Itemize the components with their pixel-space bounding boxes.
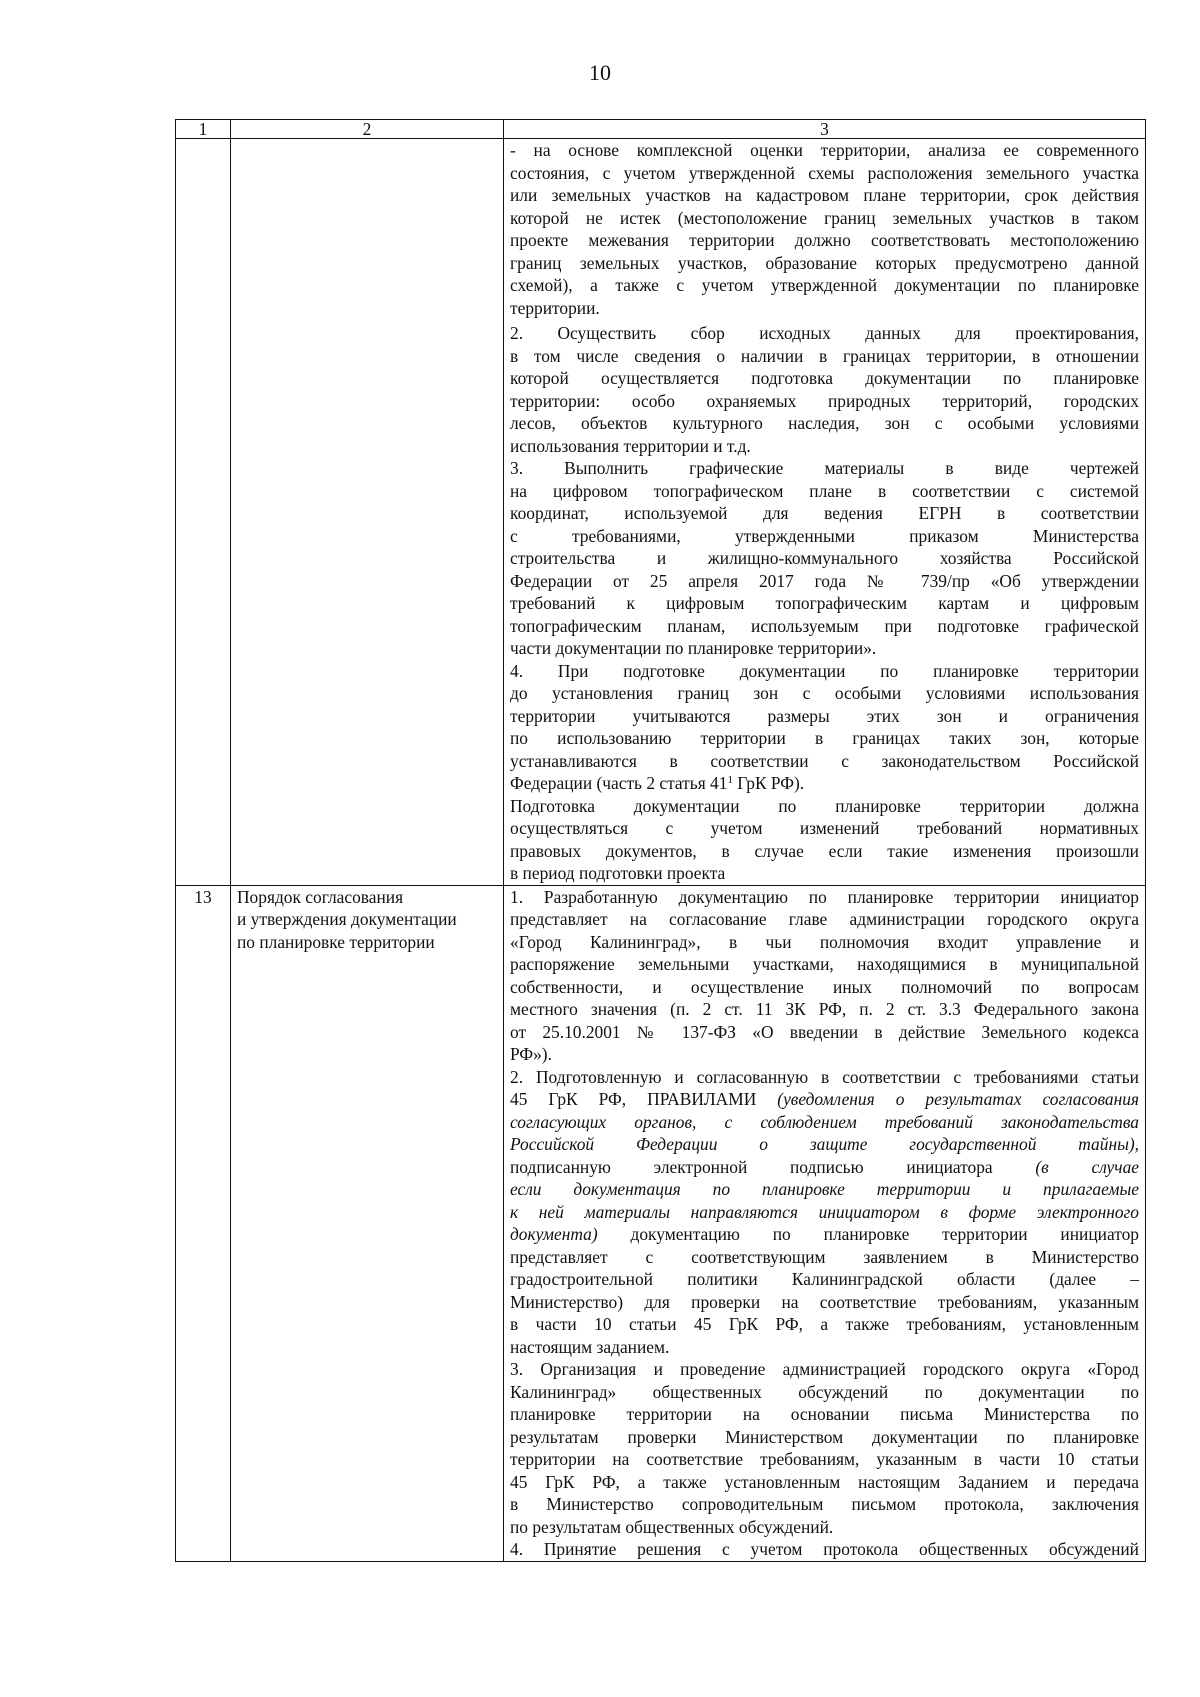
text-line	[510, 1223, 1139, 1246]
text-line: 2. Подготовленную и согласованную в соответствии с требованиями статьи	[510, 1066, 1139, 1087]
text-line: состояния, с учетом утвержденной схемы расположения земельного участка	[510, 162, 1139, 183]
row-number-cell	[176, 139, 231, 886]
text-line: Министерство) для проверки на соответствие требованиям, указанным	[510, 1291, 1139, 1312]
header-col-3: 3	[504, 120, 1146, 139]
table-header-row	[176, 120, 1146, 139]
text-line: топографическим планам, используемым при подготовке графической	[510, 615, 1139, 636]
text-span: документацию по планировке территории инициатор	[597, 1224, 1139, 1244]
text-line: градостроительной политики Калининградской области (далее –	[510, 1269, 1139, 1289]
text-line: в Министерство сопроводительным письмом протокола, заключения	[510, 1494, 1139, 1514]
text-line: 4. При подготовке документации по планировке территории	[510, 660, 1139, 681]
text-line: территории: особо охраняемых природных территорий, городских	[510, 390, 1139, 411]
text-line	[510, 772, 1139, 795]
label-line: по планировке территории	[237, 931, 435, 952]
text-line: по результатам общественных обсуждений.	[510, 1516, 834, 1537]
superscript: 1	[727, 774, 733, 786]
text-line: 3. Организация и проведение администрацией городского округа «Город	[510, 1359, 1139, 1379]
requirements-table	[175, 119, 1146, 1562]
text-line: планировке территории на основании письма Министерства по	[510, 1404, 1139, 1424]
text-line	[510, 1156, 1139, 1179]
header-col-2: 2	[231, 120, 504, 139]
text-line	[510, 1133, 1139, 1156]
italic-text: согласующих органов, с соблюдением требований законодательства	[510, 1111, 1139, 1132]
text-line: Подготовка документации по планировке территории должна	[510, 795, 1139, 816]
text-line: представляет с соответствующим заявлением в Министерство	[510, 1246, 1139, 1267]
text-line: настоящим заданием.	[510, 1336, 670, 1357]
text-line: части документации по планировке территории».	[510, 638, 877, 658]
italic-text: (в случае	[1035, 1156, 1139, 1177]
row-number-cell: 13	[176, 885, 231, 1561]
text-line: территории на соответствие требованиям, указанным в части 10 статьи	[510, 1449, 1139, 1469]
text-line: границ земельных участков, образование которых предусмотрено данной	[510, 252, 1139, 273]
italic-text: документа)	[510, 1224, 598, 1244]
row-content-cell	[504, 139, 1146, 886]
text-line: по использованию территории в границах таких зон, которые	[510, 728, 1139, 748]
text-line: представляет на согласование главе администрации городского округа	[510, 909, 1139, 929]
text-line: координат, используемой для ведения ЕГРН в соответствии	[510, 503, 1139, 523]
text-line: использования территории и т.д.	[510, 435, 751, 456]
text-line: до установления границ зон с особыми условиями использования	[510, 683, 1139, 703]
text-line: осуществляться с учетом изменений требований нормативных	[510, 818, 1139, 838]
text-line: схемой), а также с учетом утвержденной документации по планировке	[510, 275, 1139, 295]
text-line: «Город Калининград», в чьи полномочия входит управление и	[510, 931, 1139, 952]
label-line: и утверждения документации	[237, 909, 457, 929]
table-row-13	[176, 885, 1146, 1561]
text-line: от 25.10.2001 № 137-ФЗ «О введении в действие Земельного кодекса	[510, 1021, 1139, 1042]
text-line	[510, 1178, 1139, 1201]
italic-text: Российской Федерации о защите государственной тайны),	[510, 1134, 1139, 1154]
text-line: требований к цифровым топографическим картам и цифровым	[510, 593, 1139, 613]
text-line: 2. Осуществить сбор исходных данных для проектирования,	[510, 323, 1139, 343]
text-line: собственности, и осуществление иных полномочий по вопросам	[510, 976, 1139, 997]
text-line: местного значения (п. 2 ст. 11 ЗК РФ, п. 2 ст. 3.3 Федерального закона	[510, 999, 1139, 1019]
text-line: 4. Принятие решения с учетом протокола общественных обсуждений	[510, 1539, 1139, 1559]
text-span: ГрК РФ).	[732, 773, 805, 793]
text-line	[510, 1201, 1139, 1224]
text-line: Федерации от 25 апреля 2017 года № 739/пр «Об утверждении	[510, 570, 1139, 591]
text-line	[510, 1088, 1139, 1111]
text-line: правовых документов, в случае если такие изменения произошли	[510, 840, 1139, 861]
header-col-1: 1	[176, 120, 231, 139]
text-line: территории.	[510, 297, 600, 318]
table-row-continued	[176, 139, 1146, 886]
text-line: 3. Выполнить графические материалы в виде чертежей	[510, 458, 1139, 478]
text-line: Калининград» общественных обсуждений по документации по	[510, 1381, 1139, 1402]
text-line: в период подготовки проекта	[510, 863, 726, 883]
text-line: РФ»).	[510, 1044, 552, 1064]
text-line: в части 10 статьи 45 ГрК РФ, а также требованиям, установленным	[510, 1314, 1139, 1334]
italic-text: если документация по планировке территории и прилагаемые	[510, 1179, 1139, 1199]
text-line: или земельных участков на кадастровом плане территории, срок действия	[510, 185, 1139, 205]
text-line: строительства и жилищно-коммунального хозяйства Российской	[510, 548, 1139, 568]
italic-text: (уведомления о результатах согласования	[777, 1089, 1140, 1109]
page-number: 10	[589, 60, 611, 85]
text-line: лесов, объектов культурного наследия, зон с особыми условиями	[510, 413, 1139, 433]
text-line: которой осуществляется подготовка документации по планировке	[510, 368, 1139, 388]
text-line: проекте межевания территории должно соответствовать местоположению	[510, 230, 1139, 250]
row-label-cell	[231, 885, 504, 1561]
text-span: подписанную электронной подписью инициатора	[510, 1156, 1036, 1177]
text-line: 1. Разработанную документацию по планировке территории инициатор	[510, 886, 1139, 907]
text-line: устанавливаются в соответствии с законодательством Российской	[510, 750, 1139, 771]
text-line	[510, 1111, 1139, 1134]
text-line: распоряжение земельными участками, находящимися в муниципальной	[510, 954, 1139, 974]
text-line: территории учитываются размеры этих зон и ограничения	[510, 705, 1139, 726]
text-line: в том числе сведения о наличии в границах территории, в отношении	[510, 345, 1139, 366]
text-line: - на основе комплексной оценки территории, анализа ее современного	[510, 140, 1139, 160]
text-line: на цифровом топографическом плане в соответствии с системой	[510, 480, 1139, 501]
italic-text: к ней материалы направляются инициатором в форме электронного	[510, 1201, 1139, 1222]
text-span: Федерации (часть 2 статья 41	[510, 773, 728, 793]
text-span: 45 ГрК РФ, ПРАВИЛАМИ	[510, 1089, 778, 1109]
text-line: с требованиями, утвержденными приказом Министерства	[510, 525, 1139, 546]
text-line: результатам проверки Министерством документации по планировке	[510, 1426, 1139, 1447]
row-content-cell	[504, 885, 1146, 1561]
label-line: Порядок согласования	[237, 886, 404, 907]
text-line: 45 ГрК РФ, а также установленным настоящим Заданием и передача	[510, 1471, 1139, 1492]
row-label-cell	[231, 139, 504, 886]
text-line: которой не истек (местоположение границ земельных участков в таком	[510, 207, 1139, 228]
